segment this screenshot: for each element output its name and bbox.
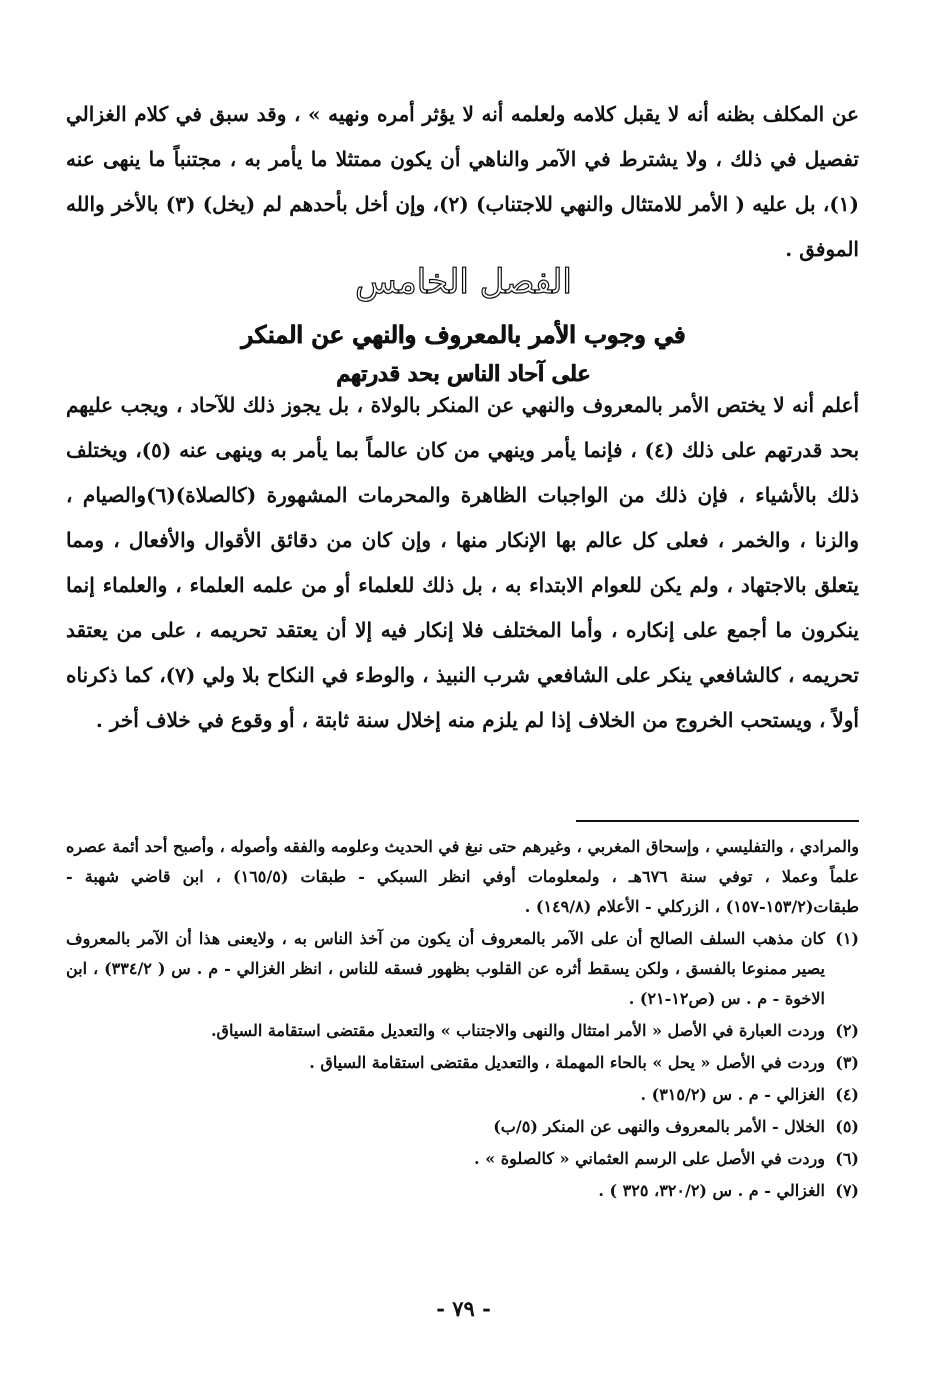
footnote-4 bbox=[66, 1080, 859, 1112]
section-title-line-1: في وجوب الأمر بالمعروف والنهي عن المنكر bbox=[241, 320, 686, 349]
footnote-marker: (١) bbox=[835, 929, 859, 948]
footnote-text: كان مذهب السلف الصالح أن على الآمر بالمعروف أن يكون من آخذ الناس به ، ولايعنى هذا أن الآمر بالمعروف يصير ممنوعا بالفسق ، ولكن يسقط أثره عن القلوب بظهور فسقه للناس ، انظر الغزالي - م . س ( ٣٣٤/٢) ، ابن الاخوة - م . س (ص١٢-٢١) . bbox=[66, 929, 826, 1008]
footnote-2 bbox=[66, 1016, 859, 1048]
footnote-5 bbox=[66, 1112, 859, 1144]
footnotes-list bbox=[66, 832, 859, 1208]
footnote-separator bbox=[576, 820, 859, 822]
footnote-marker: (٦) bbox=[835, 1149, 859, 1168]
footnote-text: وردت في الأصل « يحل » بالحاء المهملة ، والتعديل مقتضى استقامة السياق . bbox=[309, 1053, 825, 1072]
footnote-text: الغزالي - م . س (٣١٥/٢) . bbox=[640, 1085, 825, 1104]
footnote-marker: (٧) bbox=[835, 1181, 859, 1200]
footnote-marker: (٥) bbox=[835, 1117, 859, 1136]
body-paragraph: أعلم أنه لا يختص الأمر بالمعروف والنهي عن المنكر بالولاة ، بل يجوز ذلك للآحاد ، ويجب عليهم بحد قدرتهم على ذلك (٤) ، فإنما يأمر وينهي من كان عالماً بما يأمر به وينهى عنه (٥)، ويختلف ذلك بالأشياء ، فإن ذلك من الواجبات الظاهرة والمحرمات المشهورة (كالصلاة)(٦)والصيام ، والزنا ، والخمر ، فعلى كل عالم بها الإنكار منها ، وإن كان من دقائق الأقوال والأفعال ، ومما يتعلق بالاجتهاد ، ولم يكن للعوام الابتداء به ، بل ذلك للعلماء أو من علمه العلماء ، والعلماء إنما ينكرون ما أجمع على إنكاره ، وأما المختلف فلا إنكار فيه إلا أن يعتقد تحريمه ، على من يعتقد تحريمه ، كالشافعي ينكر على الشافعي شرب النبيذ ، والوطء في النكاح بلا ولي (٧)، كما ذكرناه أولاً ، ويستحب الخروج من الخلاف إذا لم يلزم منه إخلال سنة ثابتة ، أو وقوع في خلاف أخر . bbox=[66, 393, 860, 732]
chapter-heading: الفصل الخامس bbox=[355, 262, 572, 302]
footnote-text: والمرادي ، والتفليسي ، وإسحاق المغربي ، وغيرهم حتى نبغ في الحديث وعلومه والفقه وأصوله ، وأصبح أحد أئمة عصره علماً وعملا ، توفي سنة ٦٧٦هـ ، ولمعلومات أوفي انظر السبكي - طبقات (١٦٥/٥) ، ابن قاضي شهبة - طبقات(١٥٣/٢-١٥٧) ، الزركلي - الأعلام (١٤٩/٨) . bbox=[66, 837, 859, 916]
footnote-text: وردت العبارة في الأصل « الأمر امتثال والنهى والاجتناب » والتعديل مقتضى استقامة السياق. bbox=[210, 1021, 825, 1040]
footnote-text: الغزالي - م . س (٣٢٠/٢، ٣٢٥ ) . bbox=[598, 1181, 825, 1200]
footnote-3 bbox=[66, 1048, 859, 1080]
footnote-marker: (٤) bbox=[835, 1085, 859, 1104]
footnote-continuation bbox=[66, 832, 859, 924]
intro-paragraph: عن المكلف بظنه أنه لا يقبل كلامه ولعلمه أنه لا يؤثر أمره ونهيه » ، وقد سبق في كلام الغزالي تفصيل في ذلك ، ولا يشترط في الآمر والناهي أن يكون ممتثلا ما يأمر به ، مجتنباً ما ينهى عنه (١)، بل عليه ( الأمر للامتثال والنهي للاجتناب) (٢)، وإن أخل بأحدهم لم (يخل) (٣) بالأخر والله الموفق . bbox=[66, 102, 859, 261]
footnote-7 bbox=[66, 1176, 859, 1208]
footnote-marker: (٣) bbox=[835, 1053, 859, 1072]
footnote-marker: (٢) bbox=[835, 1021, 859, 1040]
page-number: - ٧٩ - bbox=[436, 1296, 491, 1321]
footnote-1 bbox=[66, 924, 859, 1016]
section-title-line-2: على آحاد الناس بحد قدرتهم bbox=[336, 361, 591, 387]
footnote-6 bbox=[66, 1144, 859, 1176]
footnote-text: وردت في الأصل على الرسم العثماني « كالصلوة » . bbox=[474, 1149, 825, 1168]
footnote-text: الخلال - الأمر بالمعروف والنهى عن المنكر (٥/ب) bbox=[493, 1117, 825, 1136]
